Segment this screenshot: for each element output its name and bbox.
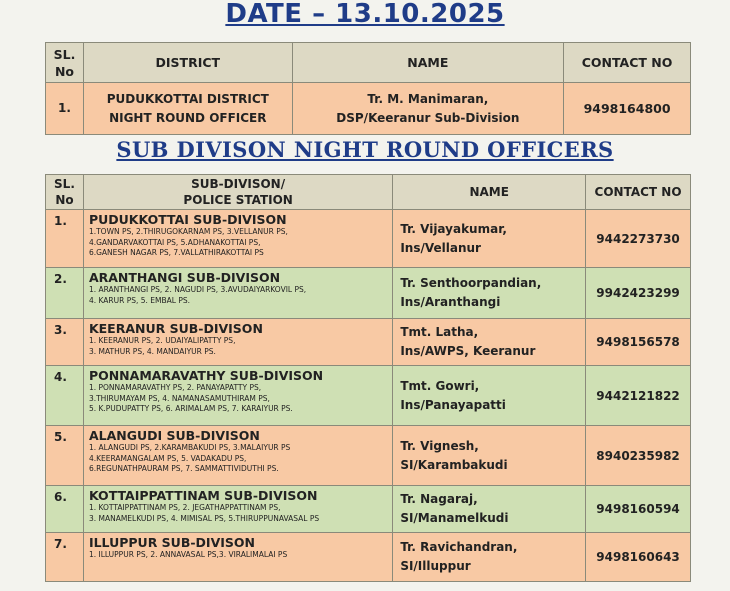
officer-designation: Ins/Panayapatti [400, 397, 506, 412]
row-subdivision [83, 268, 392, 319]
row-contact: 9498160643 [586, 533, 691, 582]
police-stations-line: 6.REGUNATHPAURAM PS, 7. SAMMATTIVIDUTHI PS. [88, 464, 279, 473]
police-stations-line: 3. MANAMELKUDI PS, 4. MIMISAL PS, 5.THIRUPPUNAVASAL PS [88, 513, 320, 523]
header-subdivision-line-2: POLICE STATION [183, 193, 293, 207]
header-district: DISTRICT [83, 43, 292, 83]
row-name [292, 83, 563, 135]
row-subdivision [83, 319, 392, 366]
table-row [46, 366, 691, 426]
row-subdivision [83, 533, 392, 582]
row-sl: 7. [46, 533, 84, 582]
table-row [46, 319, 691, 366]
police-stations-line: 1. KEERANUR PS, 2. UDAIYALIPATTY PS, [88, 336, 236, 345]
district-officer-table [45, 42, 691, 135]
row-name [393, 426, 586, 486]
page-title: DATE – 13.10.2025 [225, 0, 505, 29]
row-sl: 1. [46, 83, 84, 135]
police-stations-line: 4.GANDARVAKOTTAI PS, 5.ADHANAKOTTAI PS, [88, 237, 261, 247]
police-stations-line: 4.KEERAMANGALAM PS, 5. VADAKADU PS, [88, 453, 247, 463]
row-sl: 4. [46, 366, 84, 426]
table-row [46, 533, 691, 582]
officer-name: Tmt. Latha, [400, 325, 479, 339]
officer-designation: Ins/AWPS, Keeranur [400, 344, 536, 358]
row-name [393, 366, 586, 426]
district-line-1: PUDUKKOTTAI DISTRICT [106, 91, 269, 106]
row-sl: 1. [46, 210, 84, 268]
subdivision-name: ALANGUDI SUB-DIVISON [88, 428, 260, 443]
table-header-row [46, 43, 691, 83]
police-stations-line: 1.TOWN PS, 2.THIRUGOKARNAM PS, 3.VELLANUR PS, [88, 227, 288, 236]
name-line-2: DSP/Keeranur Sub-Division [336, 110, 520, 125]
row-subdivision [83, 366, 392, 426]
header-name: NAME [292, 43, 563, 83]
officer-name: Tr. Vijayakumar, [400, 221, 507, 236]
row-name [393, 533, 586, 582]
table-row [46, 426, 691, 486]
header-contact: CONTACT NO [564, 43, 691, 83]
police-stations-line: 3. MATHUR PS, 4. MANDAIYUR PS. [88, 346, 216, 356]
row-name [393, 486, 586, 533]
police-stations-line: 5. K.PUDUPATTY PS, 6. ARIMALAM PS, 7. KARAIYUR PS. [88, 404, 293, 413]
header-sl: SL. No [46, 175, 84, 210]
officer-name: Tr. Nagaraj, [400, 492, 478, 506]
officer-designation: SI/Karambakudi [400, 457, 508, 472]
header-contact: CONTACT NO [586, 175, 691, 210]
row-sl: 5. [46, 426, 84, 486]
row-name [393, 210, 586, 268]
header-sl: SL. No [46, 43, 84, 83]
officer-designation: Ins/Vellanur [400, 240, 481, 255]
officer-designation: Ins/Aranthangi [400, 295, 501, 309]
row-contact: 9498164800 [564, 83, 691, 135]
police-stations-line: 4. KARUR PS, 5. EMBAL PS. [88, 295, 190, 305]
police-stations-line: 1. ALANGUDI PS, 2.KARAMBAKUDI PS, 3.MALAIYUR PS [88, 443, 291, 452]
table-header-row [46, 175, 691, 210]
police-stations-line: 6.GANESH NAGAR PS, 7.VALLATHIRAKOTTAI PS [88, 248, 264, 257]
section-title: SUB DIVISON NIGHT ROUND OFFICERS [116, 137, 614, 162]
row-contact: 8940235982 [586, 426, 691, 486]
officer-name: Tmt. Gowri, [400, 378, 480, 393]
subdivision-name: ARANTHANGI SUB-DIVISON [88, 270, 281, 285]
police-stations-line: 1. ILLUPPUR PS, 2. ANNAVASAL PS,3. VIRALIMALAI PS [88, 550, 288, 559]
header-subdivision [83, 175, 392, 210]
table-row [46, 210, 691, 268]
police-stations-line: 3.THIRUMAYAM PS, 4. NAMANASAMUTHIRAM PS, [88, 393, 270, 403]
row-subdivision [83, 486, 392, 533]
row-sl: 2. [46, 268, 84, 319]
row-contact: 9442273730 [586, 210, 691, 268]
row-name [393, 268, 586, 319]
officer-name: Tr. Senthoorpandian, [400, 276, 542, 290]
header-name: NAME [393, 175, 586, 210]
row-contact: 9942423299 [586, 268, 691, 319]
officer-designation: SI/Manamelkudi [400, 511, 509, 525]
district-line-2: NIGHT ROUND OFFICER [109, 110, 267, 125]
name-line-1: Tr. M. Manimaran, [367, 91, 489, 106]
police-stations-line: 1. PONNAMARAVATHY PS, 2. PANAYAPATTY PS, [88, 383, 262, 392]
subdivision-name: PUDUKKOTTAI SUB-DIVISON [88, 212, 287, 227]
officer-name: Tr. Ravichandran, [400, 540, 518, 554]
subdivision-name: ILLUPPUR SUB-DIVISON [88, 535, 255, 550]
row-sl: 3. [46, 319, 84, 366]
header-subdivision-line-1: SUB-DIVISON/ [191, 177, 286, 191]
officer-designation: SI/Illuppur [400, 559, 471, 573]
police-stations-line: 1. ARANTHANGI PS, 2. NAGUDI PS, 3.AVUDAIYARKOVIL PS, [88, 285, 307, 294]
row-sl: 6. [46, 486, 84, 533]
subdivision-name: PONNAMARAVATHY SUB-DIVISON [88, 368, 324, 383]
row-contact: 9498160594 [586, 486, 691, 533]
police-stations-line: 1. KOTTAIPPATTINAM PS, 2. JEGATHAPPATTINAM PS, [88, 503, 281, 512]
table-row [46, 268, 691, 319]
table-row [46, 83, 691, 135]
subdivision-name: KOTTAIPPATTINAM SUB-DIVISON [88, 488, 318, 503]
row-subdivision [83, 426, 392, 486]
officer-name: Tr. Vignesh, [400, 438, 479, 453]
subdivision-name: KEERANUR SUB-DIVISON [88, 321, 263, 336]
row-name [393, 319, 586, 366]
table-row [46, 486, 691, 533]
row-contact: 9442121822 [586, 366, 691, 426]
row-contact: 9498156578 [586, 319, 691, 366]
row-district [83, 83, 292, 135]
subdivision-officers-table [45, 174, 691, 582]
row-subdivision [83, 210, 392, 268]
